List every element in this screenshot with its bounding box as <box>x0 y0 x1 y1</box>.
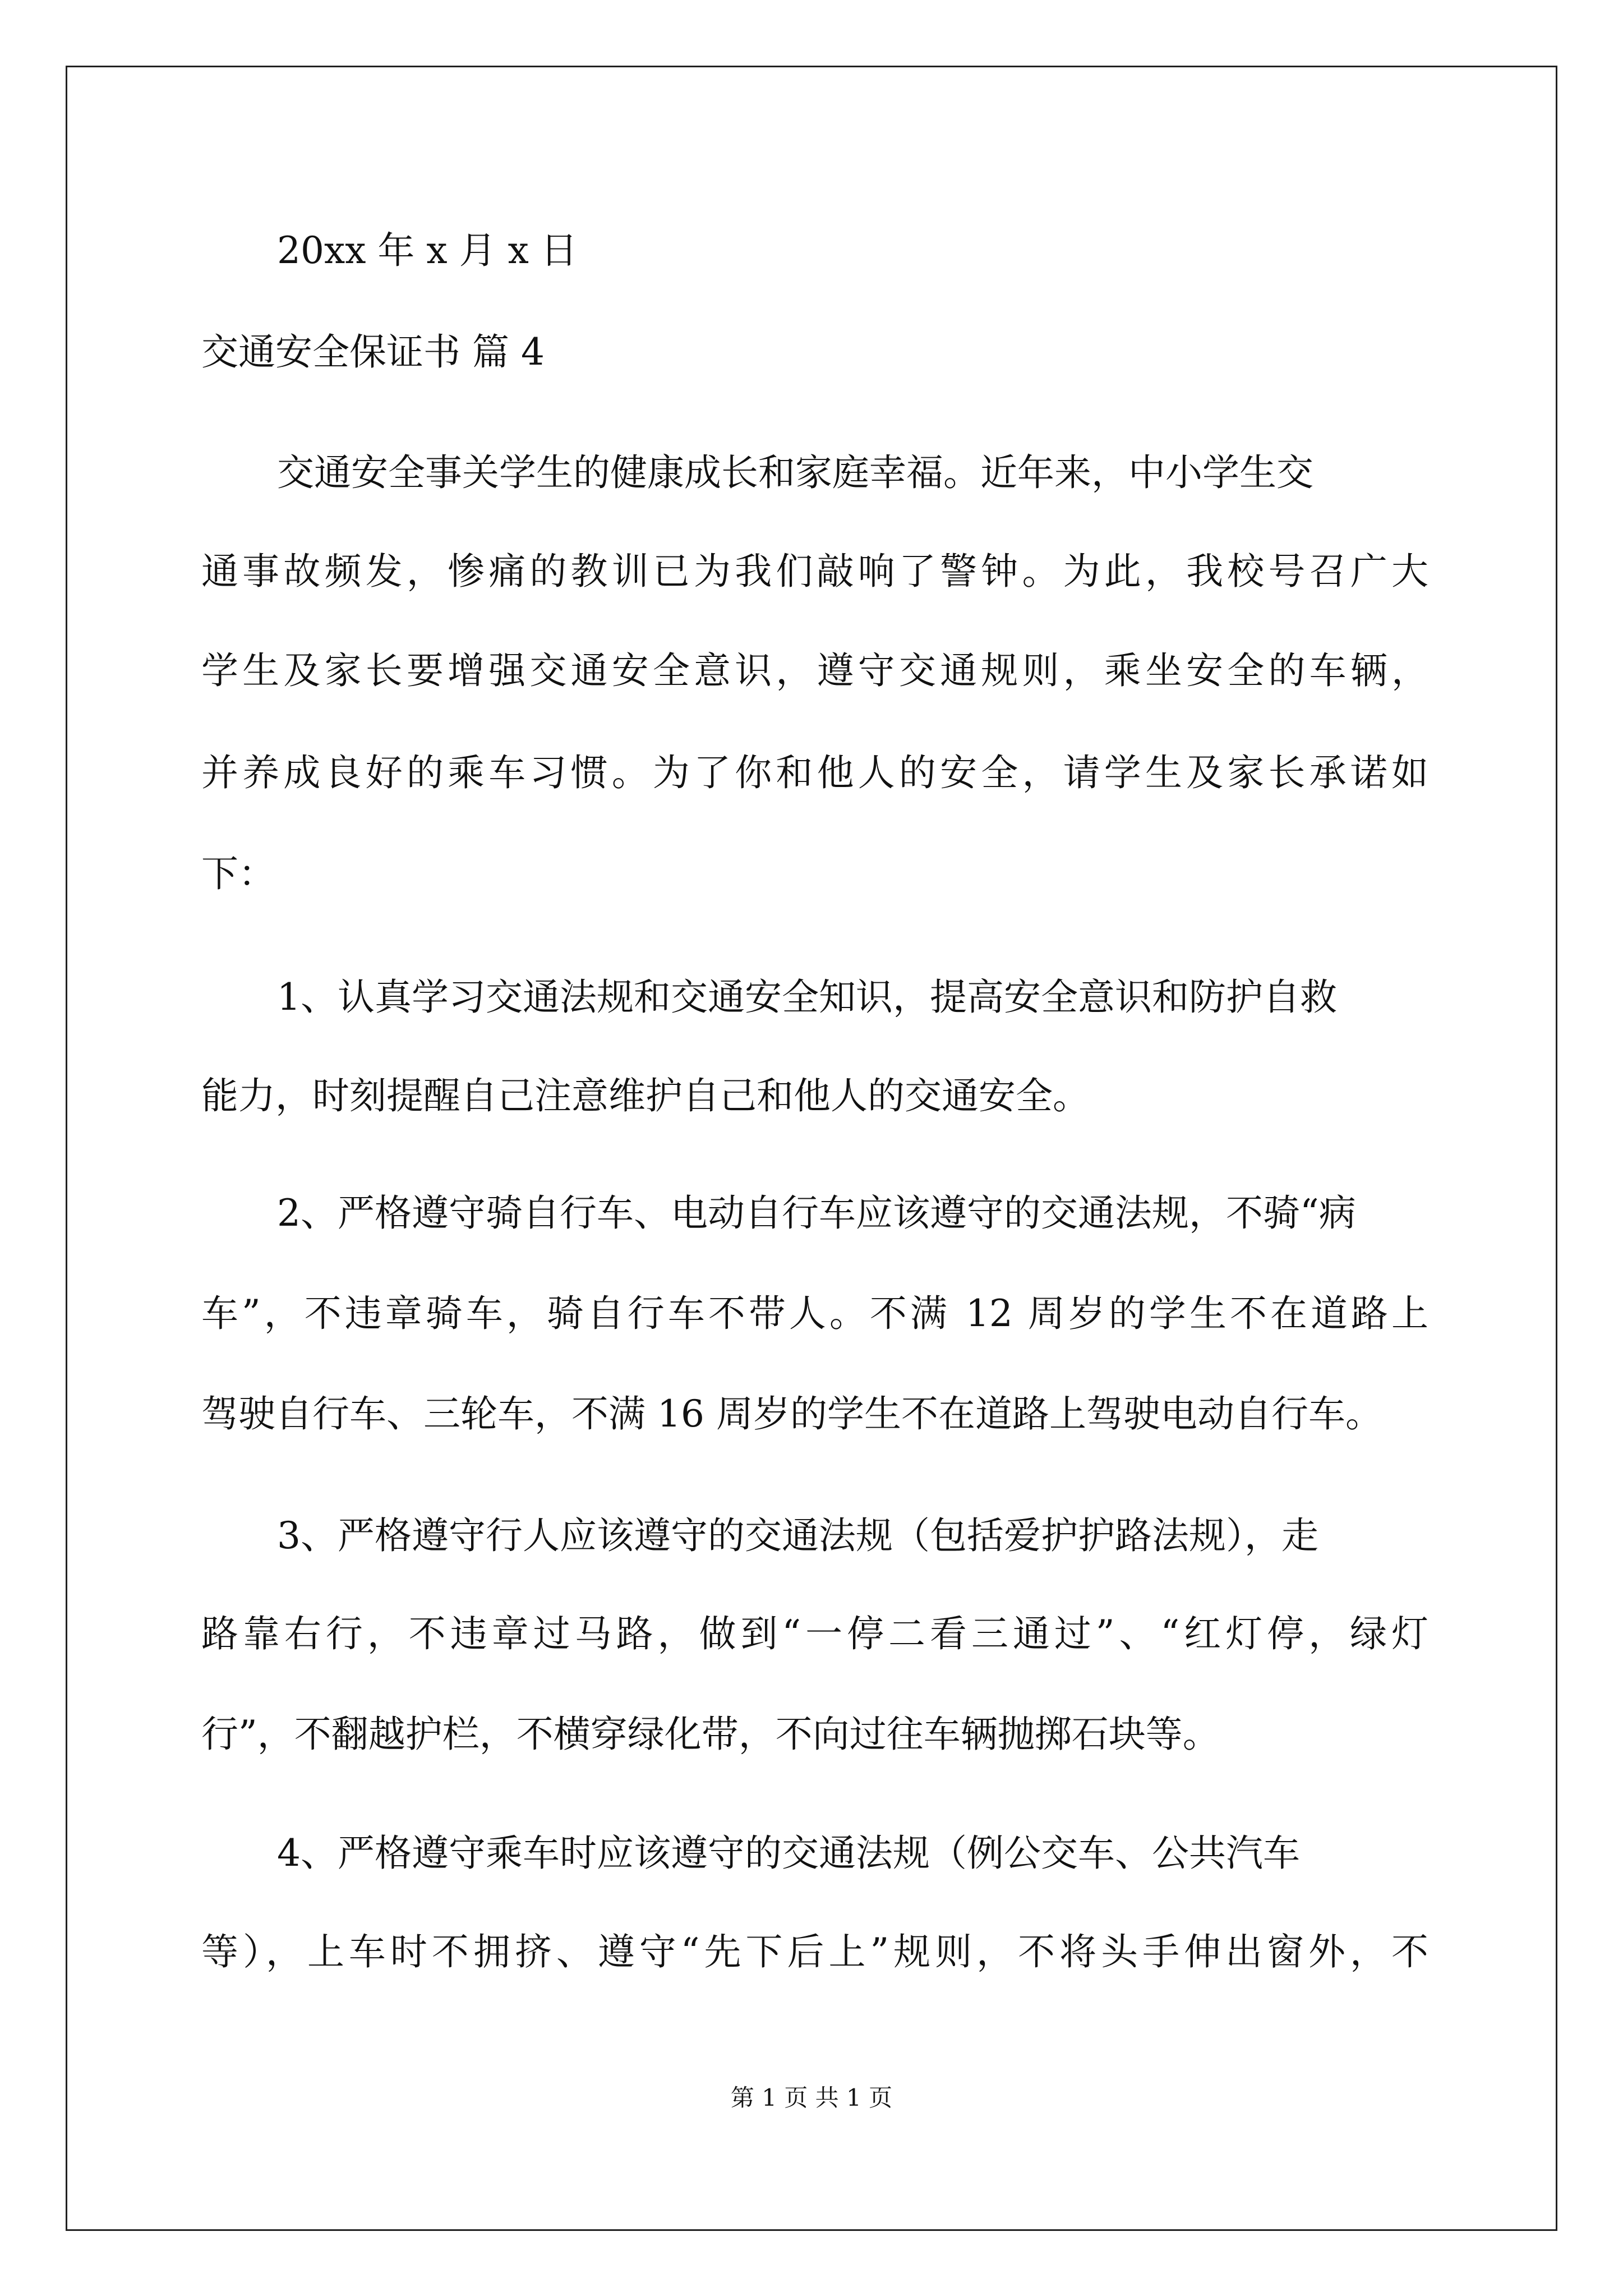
paragraph-line <box>0 1609 1623 1659</box>
date-line <box>0 226 1623 276</box>
paragraph-last-line: 能力，时刻提醒自己注意维护自己和他人的交通安全。 <box>201 1074 1090 1117</box>
paragraph-text-line: 并养成良好的乘车习惯。为了你和他人的安全，请学生及家长承诺如 <box>201 751 1428 794</box>
paragraph-line <box>0 448 1623 498</box>
section-title <box>0 327 1623 378</box>
paragraph-line <box>0 1071 1623 1121</box>
paragraph-line <box>0 1188 1623 1239</box>
paragraph-text-line: 路靠右行，不违章过马路，做到“一停二看三通过”、“红灯停，绿灯 <box>201 1612 1428 1655</box>
page-border <box>66 66 1557 2231</box>
paragraph-text-line: 学生及家长要增强交通安全意识，遵守交通规则，乘坐安全的车辆， <box>201 649 1428 692</box>
page-number: 第 1 页 共 1 页 <box>730 2084 893 2111</box>
paragraph-line <box>0 1389 1623 1439</box>
paragraph-line <box>0 646 1623 696</box>
date-text: 20xx 年 x 月 x 日 <box>277 229 578 272</box>
paragraph-first-line: 3、严格遵守行人应该遵守的交通法规（包括爱护护路法规），走 <box>277 1514 1318 1557</box>
paragraph-text-line: 通事故频发，惨痛的教训已为我们敲响了警钟。为此，我校号召广大 <box>201 550 1428 593</box>
paragraph-line <box>0 1289 1623 1339</box>
paragraph-line <box>0 972 1623 1023</box>
paragraph-line <box>0 849 1623 899</box>
section-title-text: 交通安全保证书 篇 4 <box>201 330 545 374</box>
paragraph-line <box>0 1709 1623 1760</box>
paragraph-line <box>0 1511 1623 1561</box>
paragraph-first-line: 2、严格遵守骑自行车、电动自行车应该遵守的交通法规，不骑“病 <box>277 1191 1356 1235</box>
paragraph-last-line: 行”，不翻越护栏，不横穿绿化带，不向过往车辆抛掷石块等。 <box>201 1713 1220 1756</box>
paragraph-text-line: 车”，不违章骑车，骑自行车不带人。不满 12 周岁的学生不在道路上 <box>201 1292 1428 1335</box>
paragraph-first-line: 交通安全事关学生的健康成长和家庭幸福。近年来，中小学生交 <box>277 451 1313 494</box>
page-footer <box>0 2081 1623 2115</box>
paragraph-first-line: 4、严格遵守乘车时应该遵守的交通法规（例公交车、公共汽车 <box>277 1832 1300 1875</box>
paragraph-line <box>0 1828 1623 1879</box>
paragraph-text-line: 等），上车时不拥挤、遵守“先下后上”规则，不将头手伸出窗外，不 <box>201 1930 1428 1973</box>
paragraph-line <box>0 748 1623 798</box>
paragraph-last-line: 下： <box>201 852 275 895</box>
paragraph-first-line: 1、认真学习交通法规和交通安全知识，提高安全意识和防护自救 <box>277 976 1337 1019</box>
paragraph-line <box>0 1927 1623 1977</box>
paragraph-line <box>0 546 1623 597</box>
paragraph-last-line: 驾驶自行车、三轮车，不满 16 周岁的学生不在道路上驾驶电动自行车。 <box>201 1392 1382 1435</box>
